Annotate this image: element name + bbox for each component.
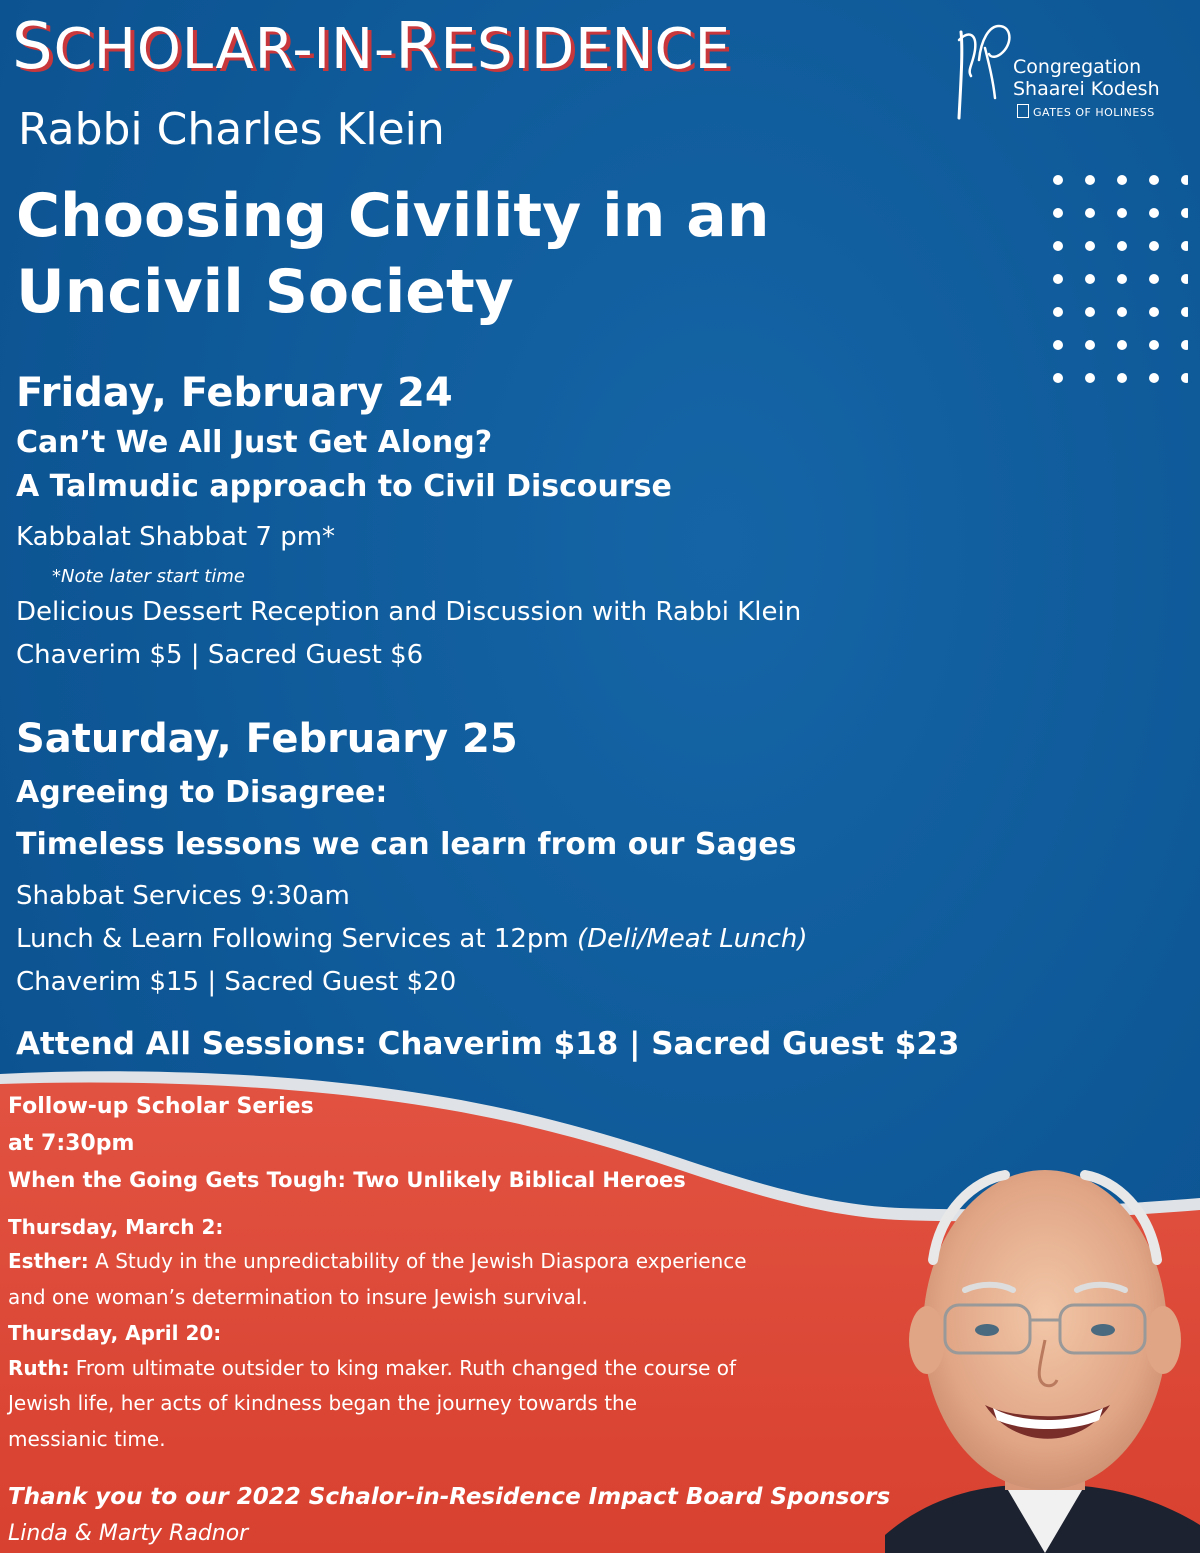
decorative-dot <box>1053 208 1063 218</box>
event-headline <box>16 178 916 330</box>
decorative-dot <box>1149 175 1159 185</box>
page-title <box>12 10 731 84</box>
decorative-dot <box>1181 307 1188 317</box>
decorative-dot <box>1085 208 1095 218</box>
decorative-dot <box>1117 307 1127 317</box>
friday-date: Friday, February 24 <box>16 370 453 416</box>
decorative-dot <box>1149 274 1159 284</box>
decorative-dot <box>1181 208 1188 218</box>
decorative-dot <box>1181 373 1188 383</box>
friday-service: Kabbalat Shabbat 7 pm* <box>16 522 336 552</box>
decorative-dot <box>1181 274 1188 284</box>
decorative-dot <box>1085 175 1095 185</box>
decorative-dot <box>1085 340 1095 350</box>
session-2-desc-text: From ultimate outsider to king maker. Ruth changed the course of <box>75 1356 737 1380</box>
title-initial-r: R <box>395 10 441 84</box>
decorative-dot <box>1117 208 1127 218</box>
decorative-dot <box>1053 274 1063 284</box>
saturday-price: Chaverim $15 | Sacred Guest $20 <box>16 967 457 997</box>
decorative-dot <box>1053 340 1063 350</box>
logo-congregation: Congregation <box>1013 56 1142 78</box>
title-part-2: ESIDENCE <box>440 17 731 82</box>
session-1-name: Esther: <box>8 1249 89 1273</box>
decorative-dot-grid <box>1048 170 1188 390</box>
decorative-dot <box>1053 373 1063 383</box>
friday-subtitle-2: A Talmudic approach to Civil Discourse <box>16 469 672 504</box>
congregation-logo <box>955 20 1185 130</box>
decorative-dot <box>1117 340 1127 350</box>
decorative-dot <box>1149 373 1159 383</box>
speaker-name: Rabbi Charles Klein <box>18 104 445 155</box>
saturday-lunch-text: Lunch & Learn Following Services at 12pm <box>16 924 569 954</box>
session-2-desc-1 <box>8 1356 736 1380</box>
followup-heading-1: Follow-up Scholar Series <box>8 1094 314 1119</box>
logo-name: Shaarei Kodesh <box>1013 78 1160 100</box>
decorative-dot <box>1085 241 1095 251</box>
friday-note: *Note later start time <box>52 566 245 587</box>
decorative-dot <box>1117 175 1127 185</box>
logo-tagline: GATES OF HOLINESS <box>1017 104 1155 119</box>
saturday-lunch <box>16 924 808 954</box>
session-2-date: Thursday, April 20: <box>8 1321 222 1345</box>
decorative-dot <box>1117 274 1127 284</box>
decorative-dot <box>1053 241 1063 251</box>
saturday-service: Shabbat Services 9:30am <box>16 881 350 911</box>
friday-subtitle-1: Can’t We All Just Get Along? <box>16 425 493 460</box>
title-initial-s: S <box>12 10 54 84</box>
decorative-dot <box>1117 241 1127 251</box>
decorative-dot <box>1181 175 1188 185</box>
decorative-dot <box>1149 241 1159 251</box>
title-part-1: CHOLAR-IN- <box>53 17 396 82</box>
decorative-dot <box>1149 307 1159 317</box>
attend-all-price: Attend All Sessions: Chaverim $18 | Sacred Guest $23 <box>16 1026 960 1062</box>
hebrew-logo-mark-icon <box>955 20 1017 125</box>
session-1-desc-1 <box>8 1249 747 1273</box>
session-1-desc-text: A Study in the unpredictability of the Jewish Diaspora experience <box>95 1249 747 1273</box>
decorative-dot <box>1117 373 1127 383</box>
decorative-dot <box>1085 307 1095 317</box>
headline-line-1: Choosing Civility in an <box>16 181 770 251</box>
sponsor-thanks: Thank you to our 2022 Schalor-in-Residence Impact Board Sponsors <box>8 1484 891 1510</box>
decorative-dot <box>1085 274 1095 284</box>
decorative-dot <box>1149 208 1159 218</box>
decorative-dot <box>1085 373 1095 383</box>
session-1-date: Thursday, March 2: <box>8 1215 224 1239</box>
session-1-desc-2: and one woman’s determination to insure Jewish survival. <box>8 1285 588 1309</box>
session-2-name: Ruth: <box>8 1356 70 1380</box>
session-2-desc-3: messianic time. <box>8 1427 166 1451</box>
decorative-dot <box>1181 340 1188 350</box>
session-2-desc-2: Jewish life, her acts of kindness began the journey towards the <box>8 1391 638 1415</box>
friday-reception: Delicious Dessert Reception and Discussion with Rabbi Klein <box>16 597 802 627</box>
decorative-dot <box>1053 307 1063 317</box>
decorative-dot <box>1053 175 1063 185</box>
saturday-subtitle-1: Agreeing to Disagree: <box>16 775 388 810</box>
sponsor-names: Linda & Marty Radnor <box>8 1521 249 1546</box>
saturday-lunch-note: (Deli/Meat Lunch) <box>577 924 808 954</box>
followup-series-title: When the Going Gets Tough: Two Unlikely Biblical Heroes <box>8 1168 686 1192</box>
saturday-subtitle-2: Timeless lessons we can learn from our Sages <box>16 827 797 862</box>
decorative-dot <box>1181 241 1188 251</box>
saturday-date: Saturday, February 25 <box>16 716 518 762</box>
friday-price: Chaverim $5 | Sacred Guest $6 <box>16 640 424 670</box>
followup-heading-2: at 7:30pm <box>8 1131 135 1156</box>
headline-line-2: Uncivil Society <box>16 257 514 327</box>
rabbi-portrait-photo <box>885 1140 1200 1553</box>
decorative-dot <box>1149 340 1159 350</box>
